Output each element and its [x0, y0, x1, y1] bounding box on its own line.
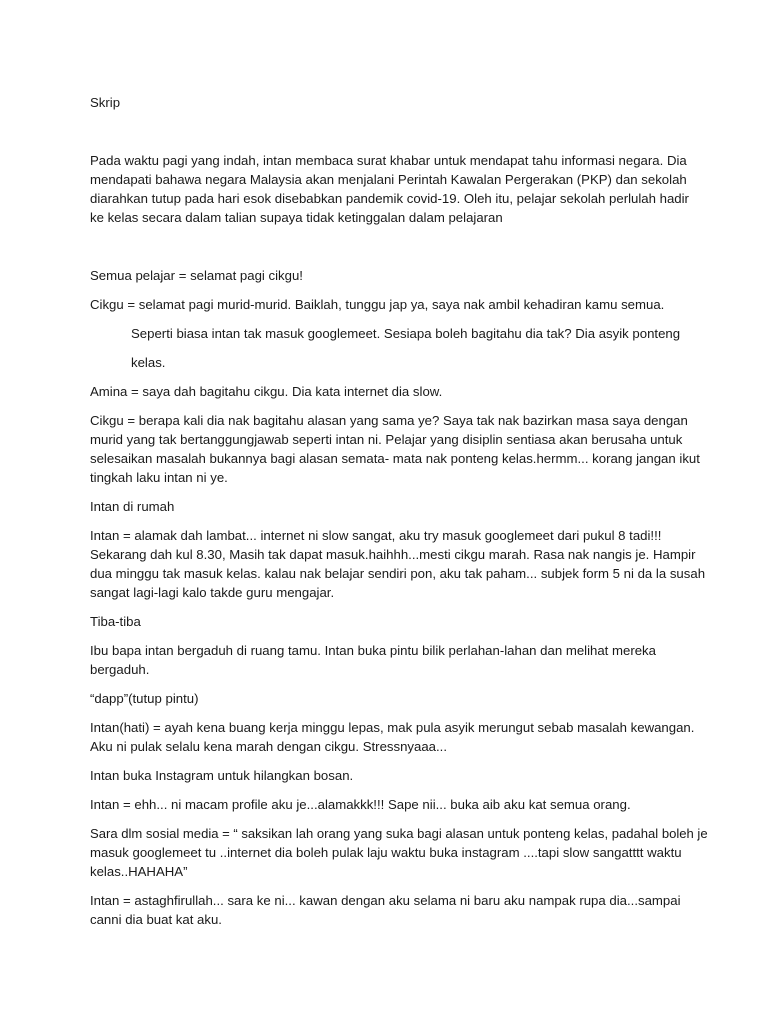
document-title: Skrip: [90, 95, 121, 110]
narration-line: Ibu bapa intan bergaduh di ruang tamu. Intan buka pintu bilik perlahan-lahan dan melihat mereka: [90, 643, 656, 658]
dialogue-line: murid yang tak bertanggungjawab seperti intan ni. Pelajar yang disiplin sentiasa akan berusaha untuk: [90, 432, 683, 447]
paragraph-line: Pada waktu pagi yang indah, intan membaca surat khabar untuk mendapat tahu informasi negara. Dia: [90, 153, 687, 168]
dialogue-line: tingkah laku intan ni ye.: [90, 470, 228, 485]
sound-effect-line: “dapp”(tutup pintu): [90, 691, 199, 706]
paragraph-line: diarahkan tutup pada hari esok disebabkan pandemik covid-19. Oleh itu, pelajar sekolah perlulah hadir: [90, 191, 689, 206]
dialogue-line: Amina = saya dah bagitahu cikgu. Dia kata internet dia slow.: [90, 384, 443, 399]
dialogue-line: kelas..HAHAHA”: [90, 864, 188, 879]
dialogue-line: Intan = alamak dah lambat... internet ni slow sangat, aku try masuk googlemeet dari pukul 8 tadi!!!: [90, 528, 662, 543]
dialogue-line-indented: kelas.: [131, 355, 166, 370]
dialogue-line: Aku ni pulak selalu kena marah dengan cikgu. Stressnyaaa...: [90, 739, 448, 754]
scene-heading: Intan di rumah: [90, 499, 175, 514]
dialogue-line: Sekarang dah kul 8.30, Masih tak dapat masuk.haihhh...mesti cikgu marah. Rasa nak nangis je. Hampir: [90, 547, 696, 562]
dialogue-line: Sara dlm sosial media = “ saksikan lah orang yang suka bagi alasan untuk ponteng kelas, padahal boleh je: [90, 826, 708, 841]
dialogue-line: dua minggu tak masuk kelas. kalau nak belajar sendiri pon, aku tak paham... subjek form 5 ni da la susah: [90, 566, 706, 581]
narration-line: Intan buka Instagram untuk hilangkan bosan.: [90, 768, 354, 783]
dialogue-line: canni dia buat kat aku.: [90, 912, 222, 927]
dialogue-line: selesaikan masalah bukannya bagi alasan semata- mata nak ponteng kelas.hermm... korang jangan ikut: [90, 451, 700, 466]
dialogue-line: sangat lagi-lagi kalo takde guru mengajar.: [90, 585, 335, 600]
dialogue-line-indented: Seperti biasa intan tak masuk googlemeet. Sesiapa boleh bagitahu dia tak? Dia asyik ponteng: [131, 326, 681, 341]
dialogue-line: Cikgu = berapa kali dia nak bagitahu alasan yang sama ye? Saya tak nak bazirkan masa saya dengan: [90, 413, 688, 428]
narration-line: bergaduh.: [90, 662, 150, 677]
scene-heading: Tiba-tiba: [90, 614, 141, 629]
dialogue-line: Intan = astaghfirullah... sara ke ni... kawan dengan aku selama ni baru aku nampak rupa dia...sampai: [90, 893, 681, 908]
paragraph-line: ke kelas secara dalam talian supaya tidak ketinggalan dalam pelajaran: [90, 210, 503, 225]
paragraph-line: mendapati bahawa negara Malaysia akan menjalani Perintah Kawalan Pergerakan (PKP) dan sekolah: [90, 172, 687, 187]
dialogue-line: Cikgu = selamat pagi murid-murid. Baiklah, tunggu jap ya, saya nak ambil kehadiran kamu semua.: [90, 297, 665, 312]
dialogue-line: Intan(hati) = ayah kena buang kerja minggu lepas, mak pula asyik merungut sebab masalah kewangan.: [90, 720, 695, 735]
dialogue-line: Intan = ehh... ni macam profile aku je...alamakkk!!! Sape nii... buka aib aku kat semua orang.: [90, 797, 631, 812]
dialogue-line: Semua pelajar = selamat pagi cikgu!: [90, 268, 303, 283]
dialogue-line: masuk googlemeet tu ..internet dia boleh pulak laju waktu buka instagram ....tapi slow sangatttt waktu: [90, 845, 682, 860]
